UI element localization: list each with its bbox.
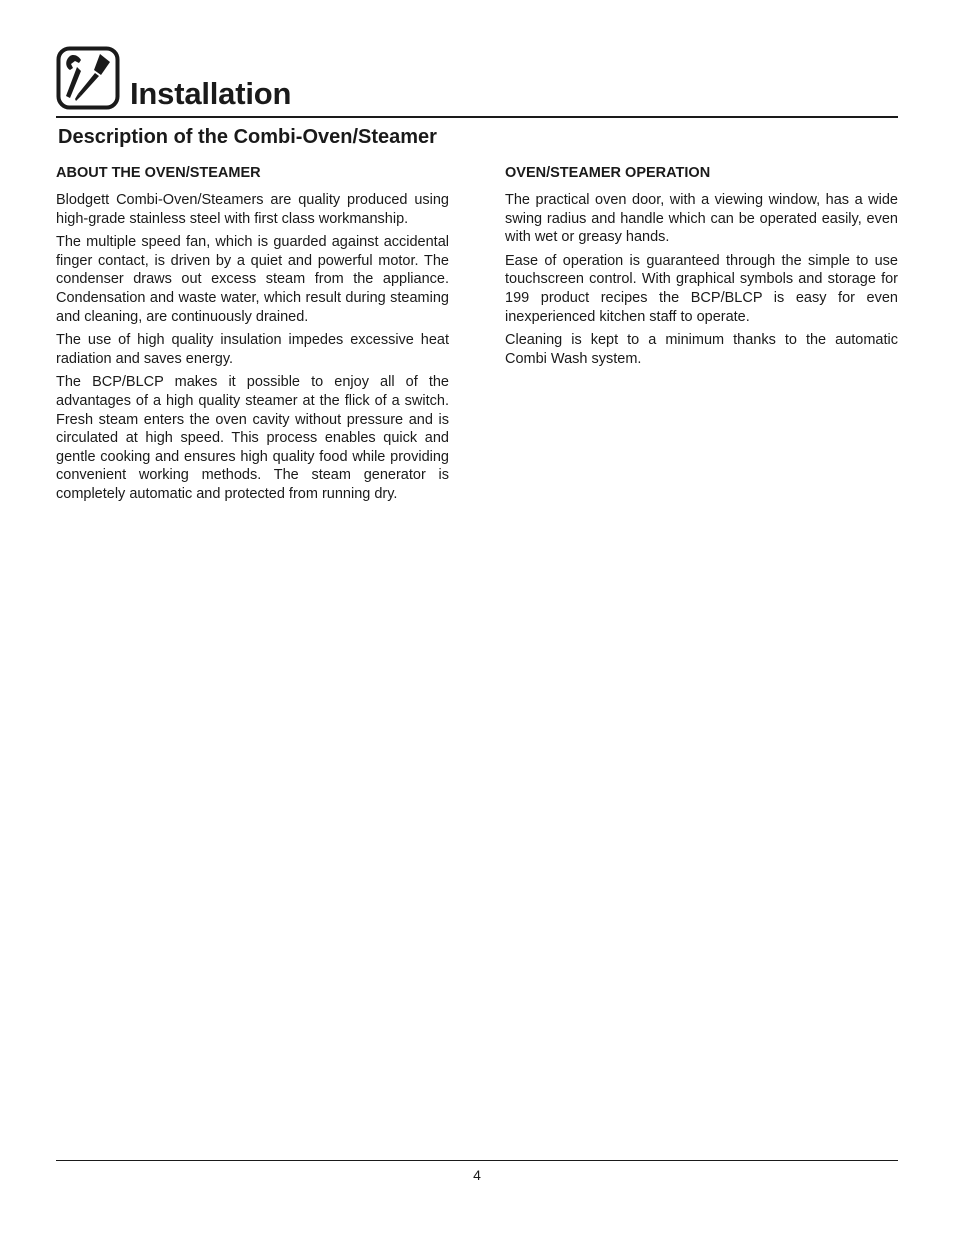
paragraph: The practical oven door, with a viewing window, has a wide swing radius and handle which can be operated easily, even with wet or greasy hands.: [505, 192, 898, 246]
paragraph: Blodgett Combi-Oven/Steamers are quality produced using high-grade stainless steel with first class workmanship.: [56, 192, 449, 227]
paragraph: The multiple speed fan, which is guarded against accidental finger contact, is driven by a quiet and powerful motor. The condenser draws out excess steam from the appliance. Condensation and waste water, which result during steaming and cleaning, are continuously drained.: [56, 234, 449, 325]
right-column-heading: OVEN/STEAMER OPERATION: [505, 165, 711, 181]
right-column: [505, 164, 898, 373]
paragraph: The BCP/BLCP makes it possible to enjoy all of the advantages of a high quality steamer at the flick of a switch. Fresh steam enters the oven cavity without pressure and is circulated at high speed. This process enables quick and gentle cooking and ensures high quality food while providing convenient working methods. The steam generator is completely automatic and protected from running dry.: [56, 374, 449, 502]
footer-divider: [56, 1160, 898, 1161]
section-title: Description of the Combi-Oven/Steamer: [58, 126, 437, 148]
paragraph: Cleaning is kept to a minimum thanks to the automatic Combi Wash system.: [505, 332, 898, 367]
wrench-screwdriver-icon: [56, 46, 120, 110]
paragraph: Ease of operation is guaranteed through the simple to use touchscreen control. With graphical symbols and storage for 199 product recipes the BCP/BLCP is easy for even inexperienced kitchen staff to operate.: [505, 252, 898, 325]
page-title: Installation: [130, 76, 292, 111]
left-column: [56, 164, 449, 509]
left-column-heading: ABOUT THE OVEN/STEAMER: [56, 165, 261, 181]
paragraph: The use of high quality insulation impedes excessive heat radiation and saves energy.: [56, 332, 449, 367]
page-header: [56, 46, 898, 118]
header-divider: [56, 116, 898, 118]
page-number: 4: [473, 1167, 481, 1183]
